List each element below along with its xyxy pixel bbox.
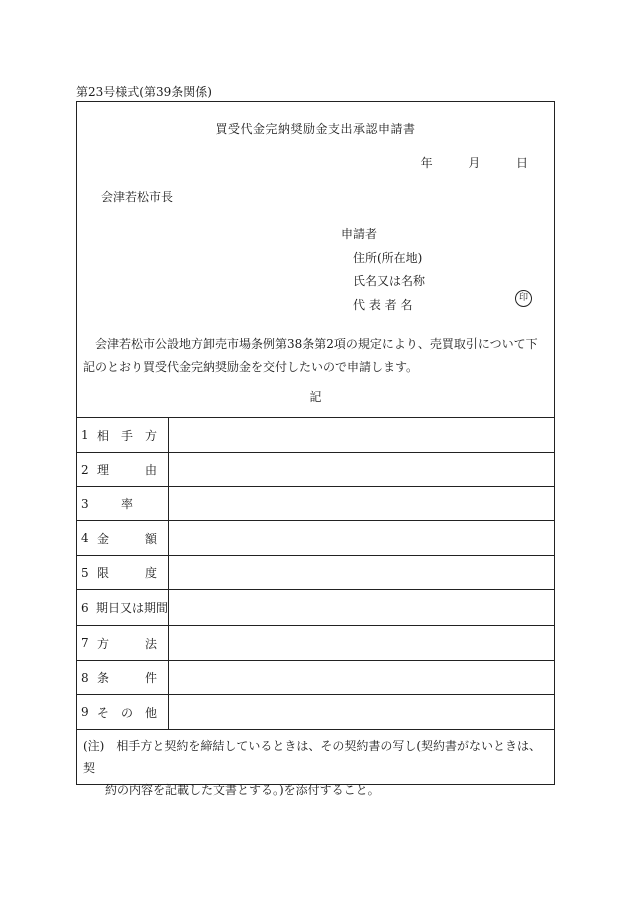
row-value-field[interactable]: [169, 556, 554, 589]
table-row: [77, 453, 554, 487]
row-label: [77, 626, 169, 660]
ki-heading: 記: [309, 390, 322, 404]
row-value-field[interactable]: [169, 521, 554, 555]
row-label-text: 理 由: [97, 463, 158, 477]
row-number: 3: [81, 496, 89, 511]
date-year: 年: [420, 156, 433, 170]
row-label-text: 期日又は期間: [95, 601, 168, 615]
form-number: 第23号様式(第39条関係): [76, 85, 212, 99]
body-text: 会津若松市公設地方卸売市場条例第38条第2項の規定により、売買取引について下記のとおり買受代金完納奨励金を交付したいので申請します。: [83, 337, 538, 374]
table-row: [77, 521, 554, 556]
applicant-address-label: 住所(所在地): [353, 250, 423, 265]
row-label: [77, 418, 169, 452]
row-value-field[interactable]: [169, 418, 554, 452]
row-label: [77, 521, 169, 555]
row-value-field[interactable]: [169, 487, 554, 520]
row-number: 8: [81, 670, 89, 685]
row-label: [77, 556, 169, 589]
table-row: [77, 590, 554, 626]
note: [83, 735, 548, 801]
form-title: 買受代金完納奨励金支出承認申請書: [215, 122, 416, 136]
row-value-field[interactable]: [169, 453, 554, 486]
table-row: [77, 556, 554, 590]
note-line-2: 約の内容を記載した文書とする。)を添付すること。: [105, 783, 380, 797]
row-number: 5: [81, 565, 89, 580]
applicant-representative-label: 代 表 者 名: [353, 297, 413, 312]
items-table: [77, 417, 554, 730]
table-row: [77, 626, 554, 661]
row-label: [77, 453, 169, 486]
row-value-field[interactable]: [169, 695, 554, 729]
row-number: 2: [81, 462, 89, 477]
date-line: [421, 154, 528, 171]
row-label-text: 率: [97, 497, 134, 511]
application-form: [76, 101, 555, 797]
table-row: [77, 418, 554, 453]
applicant-heading: 申請者: [341, 227, 378, 241]
date-day: 日: [515, 156, 528, 170]
row-label-text: 条 件: [97, 671, 158, 685]
row-number: 1: [81, 428, 89, 442]
row-label: [77, 695, 169, 729]
row-label-text: 金 額: [97, 531, 158, 546]
table-row: [77, 695, 554, 730]
row-label: [77, 590, 169, 625]
row-label: [77, 661, 169, 694]
row-number: 7: [81, 636, 89, 650]
seal-mark: 印: [515, 290, 532, 307]
row-label: [77, 487, 169, 520]
addressee: 会津若松市長: [101, 190, 174, 204]
row-value-field[interactable]: [169, 590, 554, 625]
applicant-name-label: 氏名又は名称: [353, 274, 426, 288]
row-number: 6: [81, 600, 89, 615]
row-value-field[interactable]: [169, 661, 554, 694]
row-value-field[interactable]: [169, 626, 554, 660]
row-number: 9: [81, 705, 89, 719]
row-number: 4: [81, 531, 89, 545]
table-row: [77, 661, 554, 695]
row-label-text: 方 法: [97, 636, 158, 651]
applicant-block: [341, 223, 425, 317]
row-label-text: 相 手 方: [97, 428, 158, 443]
table-row: [77, 487, 554, 521]
date-month: 月: [468, 156, 481, 170]
note-line-1: (注) 相手方と契約を締結しているときは、その契約書の写し(契約書がないときは、契: [83, 739, 542, 775]
row-label-text: 限 度: [97, 566, 158, 580]
row-label-text: そ の 他: [97, 705, 158, 720]
